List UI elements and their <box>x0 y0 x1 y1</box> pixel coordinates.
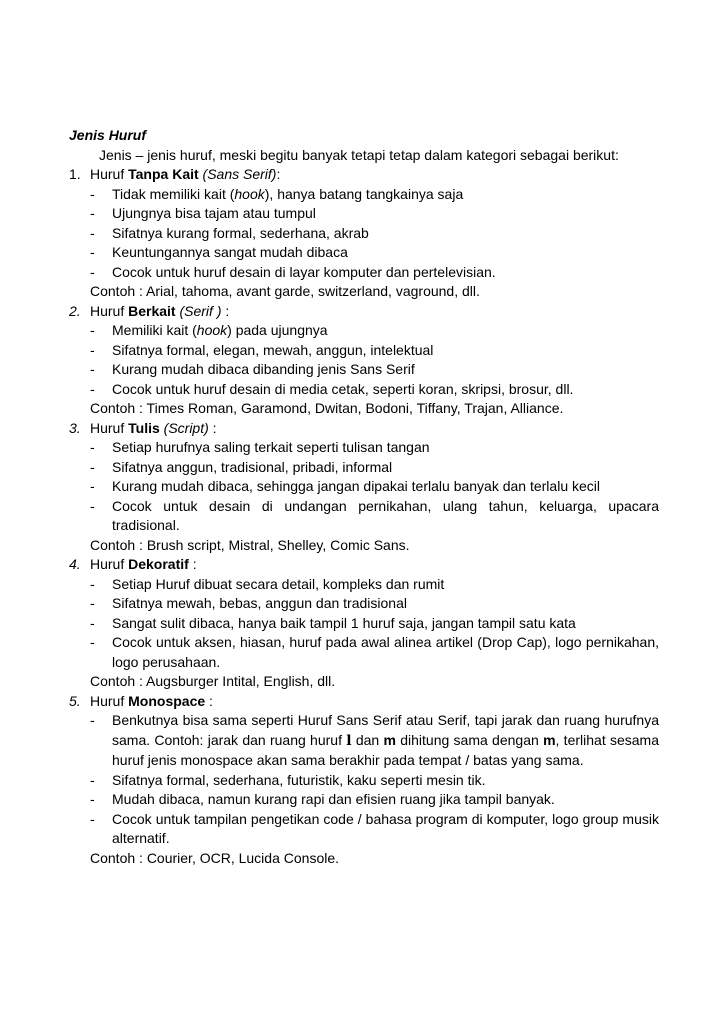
list-item <box>69 243 659 263</box>
item-text: ), hanya batang tangkainya saja <box>264 185 464 202</box>
section-suffix: : <box>276 166 281 182</box>
section-heading <box>69 165 659 185</box>
section-number: 1. <box>69 166 81 182</box>
section-name: Berkait <box>128 302 176 319</box>
list-item-text: Keuntungannya sangat mudah dibaca <box>112 244 348 260</box>
section-name: Dekoratif <box>128 556 189 572</box>
list-item <box>69 204 659 224</box>
sections-list <box>69 165 659 868</box>
list-item-text: Sifatnya kurang formal, sederhana, akrab <box>112 224 369 241</box>
dash-bullet: - <box>90 712 95 728</box>
dash-bullet: - <box>90 497 95 514</box>
item-text: Memiliki kait ( <box>112 322 197 338</box>
section-alias: (Serif ) <box>179 302 222 319</box>
dash-bullet: - <box>90 361 95 377</box>
list-item <box>69 497 659 536</box>
list-item-text: Cocok untuk aksen, hiasan, huruf pada awal alinea artikel (Drop Cap), logo pernikahan, logo perusahaan. <box>112 634 659 670</box>
document-title: Jenis Huruf <box>69 127 147 143</box>
list-item <box>69 360 659 380</box>
section-example: Contoh : Augsburger Intital, English, dll. <box>90 673 336 689</box>
dash-bullet: - <box>90 614 95 631</box>
dash-bullet: - <box>90 634 95 650</box>
list-item <box>69 614 659 634</box>
list-item <box>69 224 659 244</box>
list-item <box>69 594 659 614</box>
list-item <box>69 458 659 478</box>
list-item-text: Mudah dibaca, namun kurang rapi dan efisien ruang jika tampil banyak. <box>112 791 555 807</box>
section-suffix: : <box>188 556 197 572</box>
list-item <box>69 380 659 400</box>
section-number: 5. <box>69 692 81 709</box>
item-text: Benkutnya bisa sama seperti Huruf Sans Serif atau Serif, tapi jarak dan ruang hurufnya sama. Contoh: jarak dan ruang huruf <box>112 712 659 748</box>
list-item <box>69 341 659 361</box>
item-text: dihitung sama dengan <box>395 731 544 748</box>
list-item <box>69 185 659 205</box>
section-example: Contoh : Times Roman, Garamond, Dwitan, Bodoni, Tiffany, Trajan, Alliance. <box>90 400 564 416</box>
list-item <box>69 321 659 341</box>
section-alias: (Script) <box>163 419 209 436</box>
section-example: Contoh : Arial, tahoma, avant garde, switzerland, vaground, dll. <box>90 283 480 299</box>
dash-bullet: - <box>90 439 95 455</box>
dash-bullet: - <box>90 478 95 494</box>
section-example: Contoh : Courier, OCR, Lucida Console. <box>90 849 340 866</box>
item-italic-term: hook <box>196 322 228 338</box>
list-item-text: Sifatnya formal, sederhana, futuristik, kaku seperti mesin tik. <box>112 771 486 788</box>
section-heading <box>69 302 659 322</box>
section-number: 2. <box>69 302 81 319</box>
section-heading <box>69 419 659 439</box>
intro-paragraph: Jenis – jenis huruf, meski begitu banyak tetapi tetap dalam kategori sebagai berikut: <box>99 146 619 163</box>
list-item <box>69 810 659 849</box>
section-name: Tanpa Kait <box>128 166 199 182</box>
list-item <box>69 575 659 595</box>
dash-bullet: - <box>90 595 95 611</box>
list-item-text: Sifatnya mewah, bebas, anggun dan tradisional <box>112 595 407 611</box>
section-prefix: Huruf <box>90 419 129 436</box>
section-prefix: Huruf <box>90 166 129 182</box>
section-alias: (Sans Serif) <box>202 166 277 182</box>
list-item-text: Cocok untuk desain di undangan pernikahan, ulang tahun, keluarga, upacara tradisional. <box>112 497 659 533</box>
item-text: dan <box>351 731 384 748</box>
section-heading <box>69 555 659 575</box>
list-item-text: Sifatnya anggun, tradisional, pribadi, informal <box>112 458 393 475</box>
dash-bullet: - <box>90 458 95 475</box>
list-item-text: Sangat sulit dibaca, hanya baik tampil 1 huruf saja, jangan tampil satu kata <box>112 614 576 631</box>
section-prefix: Huruf <box>90 302 129 319</box>
dash-bullet: - <box>90 341 95 358</box>
section-name: Monospace <box>128 692 206 709</box>
item-text: , terlihat sesama huruf jenis monospace akan sama berakhir pada tempat / batas yang sama. <box>112 731 660 768</box>
dash-bullet: - <box>90 244 95 260</box>
list-item-text: Setiap Huruf dibuat secara detail, kompleks dan rumit <box>112 575 445 592</box>
section-suffix: : <box>205 692 213 709</box>
item-text: ) pada ujungnya <box>227 322 328 338</box>
list-item-text <box>112 321 659 341</box>
list-item-text <box>112 185 659 205</box>
item-italic-term: hook <box>234 185 265 202</box>
example-letter-m: m <box>383 731 396 748</box>
list-item <box>69 790 659 810</box>
dash-bullet: - <box>90 380 95 397</box>
section-suffix: : <box>208 419 217 436</box>
list-item-text <box>112 711 659 771</box>
dash-bullet: - <box>90 185 95 202</box>
dash-bullet: - <box>90 575 95 592</box>
dash-bullet: - <box>90 810 95 827</box>
list-item <box>69 477 659 497</box>
dash-bullet: - <box>90 322 95 338</box>
list-item-text: Cocok untuk huruf desain di media cetak, seperti koran, skripsi, brosur, dll. <box>112 380 574 397</box>
section-example: Contoh : Brush script, Mistral, Shelley, Comic Sans. <box>90 536 410 553</box>
list-item-text: Sifatnya formal, elegan, mewah, anggun, intelektual <box>112 341 434 358</box>
dash-bullet: - <box>90 205 95 221</box>
example-letter-l: l <box>346 732 352 749</box>
example-letter-m: m <box>543 731 556 748</box>
item-text: Tidak memiliki kait ( <box>112 185 235 202</box>
list-item-text: Kurang mudah dibaca, sehingga jangan dipakai terlalu banyak dan terlalu kecil <box>112 478 600 494</box>
dash-bullet: - <box>90 771 95 788</box>
list-item-text: Cocok untuk huruf desain di layar komputer dan pertelevisian. <box>112 263 496 280</box>
section-suffix: : <box>221 302 230 319</box>
section-number: 4. <box>69 556 81 572</box>
dash-bullet: - <box>90 263 95 280</box>
list-item-text: Setiap hurufnya saling terkait seperti tulisan tangan <box>112 439 430 455</box>
section-number: 3. <box>69 419 81 436</box>
section-prefix: Huruf <box>90 556 129 572</box>
section-heading <box>69 692 659 712</box>
list-item <box>69 263 659 283</box>
list-item <box>69 633 659 672</box>
list-item <box>69 711 659 771</box>
list-item-text: Kurang mudah dibaca dibanding jenis Sans Serif <box>112 361 415 377</box>
list-item <box>69 771 659 791</box>
document-page <box>69 126 659 868</box>
list-item <box>69 438 659 458</box>
dash-bullet: - <box>90 791 95 807</box>
section-prefix: Huruf <box>90 692 129 709</box>
section-name: Tulis <box>128 419 160 436</box>
list-item-text: Cocok untuk tampilan pengetikan code / bahasa program di komputer, logo group musik alternatif. <box>112 810 659 846</box>
dash-bullet: - <box>90 224 95 241</box>
list-item-text: Ujungnya bisa tajam atau tumpul <box>112 205 316 221</box>
